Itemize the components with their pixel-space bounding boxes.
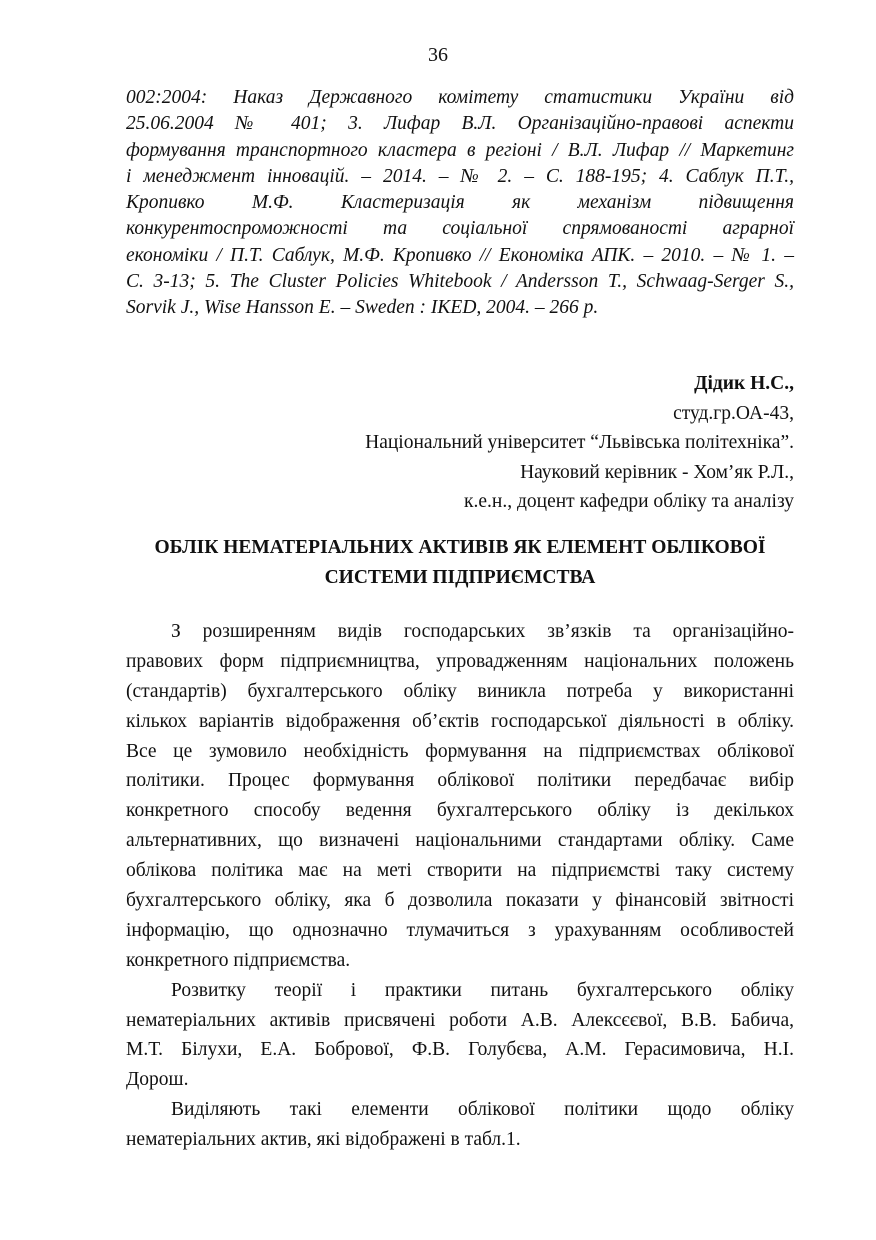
paragraph-line: кількох варіантів відображення об’єктів господарської діяльності в обліку. [126, 710, 794, 732]
author-supervisor: Науковий керівник - Хом’як Р.Л., [520, 461, 794, 483]
author-university: Національний університет “Львівська політехніка”. [365, 432, 794, 454]
paragraph-line: альтернативних, що визначені національними стандартами обліку. Саме [126, 830, 794, 852]
paragraph-line: нематеріальних актив, які відображені в табл.1. [126, 1129, 521, 1151]
paragraph-line: конкретного підприємства. [126, 949, 351, 971]
article-body [126, 617, 794, 1155]
paragraph-line: Все це зумовило необхідність формування на підприємствах облікової [126, 740, 794, 762]
author-group: студ.гр.ОА-43, [673, 402, 794, 424]
reference-line: конкурентоспроможності та соціальної спрямованості аграрної [126, 218, 794, 240]
page-number: 36 [428, 44, 448, 66]
paragraph-line: Дорош. [126, 1069, 189, 1091]
author-supervisor-title: к.е.н., доцент кафедри обліку та аналізу [464, 491, 794, 513]
paragraph-line: Розвитку теорії і практики питань бухгалтерського обліку [171, 979, 794, 1001]
reference-line: економіки / П.Т. Саблук, М.Ф. Кропивко // Економіка АПК. – 2010. – № 1. – [126, 244, 794, 266]
reference-line: формування транспортного кластера в регіоні / В.Л. Лифар // Маркетинг [126, 139, 794, 161]
reference-line: 002:2004: Наказ Державного комітету статистики України від [126, 87, 794, 108]
reference-line: і менеджмент інновацій. – 2014. – № 2. – С. 188-195; 4. Саблук П.Т., [126, 165, 794, 187]
author-name: Дідик Н.С., [694, 373, 794, 394]
paragraph-line: З розширенням видів господарських зв’язків та організаційно- [171, 621, 794, 642]
paragraph-line: інформацію, що однозначно тлумачиться з урахуванням особливостей [126, 919, 794, 941]
paragraph-line: М.Т. Білухи, Е.А. Бобрової, Ф.В. Голубєва, А.М. Герасимовича, Н.І. [126, 1039, 794, 1061]
paragraph-line: облікова політика має на меті створити на підприємстві таку систему [126, 860, 794, 882]
references-block [126, 85, 794, 322]
paragraph-line: Виділяють такі елементи облікової політики щодо обліку [171, 1099, 794, 1121]
reference-line: 25.06.2004 № 401; 3. Лифар В.Л. Організаційно-правові аспекти [126, 113, 794, 135]
title-line: ОБЛІК НЕМАТЕРІАЛЬНИХ АКТИВІВ ЯК ЕЛЕМЕНТ ОБЛІКОВОЇ [154, 537, 766, 558]
reference-line: С. 3-13; 5. The Cluster Policies Whitebook / Andersson T., Schwaag-Serger S., [126, 271, 794, 293]
paragraph-line: правових форм підприємництва, упровадженням національних положень [126, 650, 794, 672]
reference-line: Sorvik J., Wise Hansson E. – Sweden : IKED, 2004. – 266 p. [126, 297, 599, 319]
reference-line: Кропивко М.Ф. Кластеризація як механізм підвищення [126, 192, 794, 214]
paragraph-line: конкретного способу ведення бухгалтерського обліку із декількох [126, 800, 794, 822]
article-title [126, 533, 794, 593]
paragraph-line: політики. Процес формування облікової політики передбачає вибір [126, 770, 794, 792]
paragraph-line: бухгалтерського обліку, яка б дозволила показати у фінансовій звітності [126, 890, 794, 912]
author-block [126, 369, 794, 517]
paragraph-line: нематеріальних активів присвячені роботи А.В. Алексєєвої, В.В. Бабича, [126, 1009, 794, 1031]
paragraph-line: (стандартів) бухгалтерського обліку виникла потреба у використанні [126, 680, 794, 702]
title-line: СИСТЕМИ ПІДПРИЄМСТВА [324, 567, 596, 588]
